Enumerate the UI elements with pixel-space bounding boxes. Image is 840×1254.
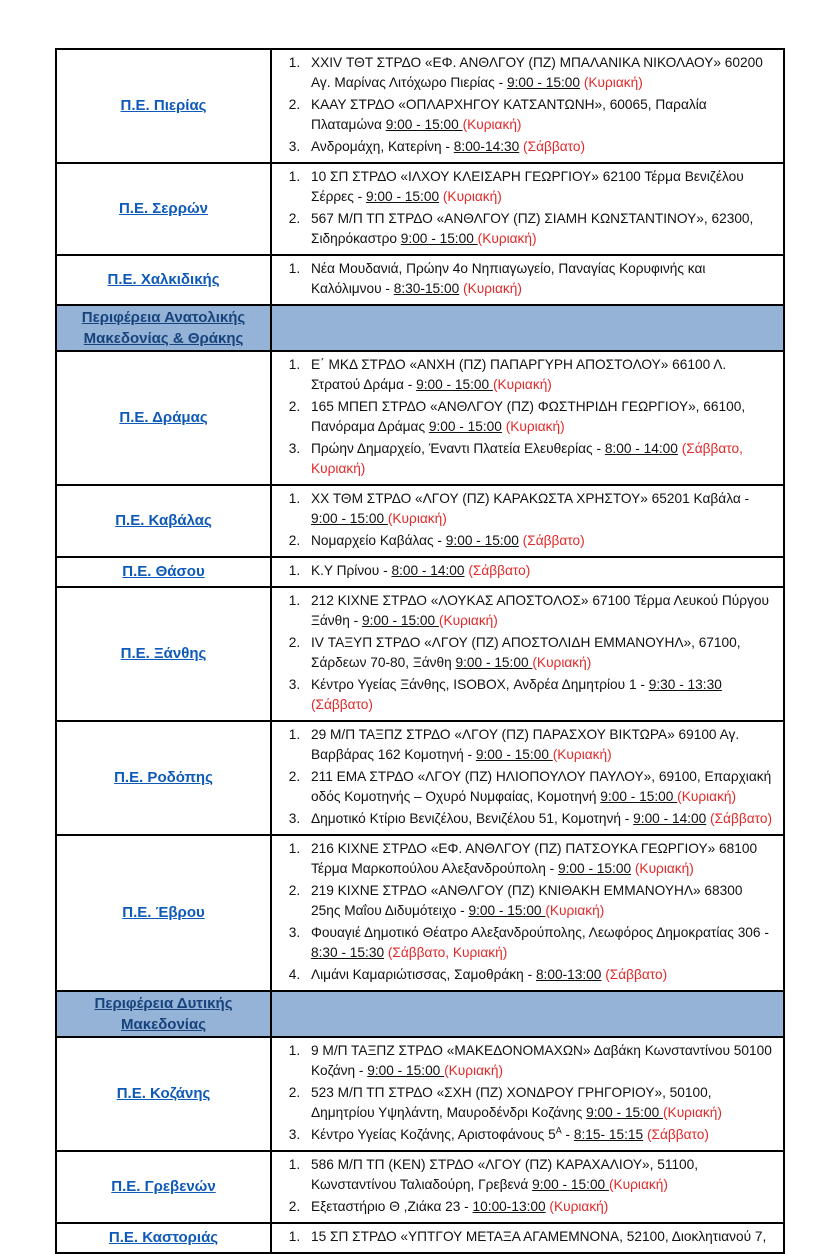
hours-text: 9:00 - 15:00 [455,655,533,670]
location-text: 567 Μ/Π ΤΠ ΣΤΡΔΟ «ΑΝΘΛΓΟΥ (ΠΖ) ΣΙΑΜΗ ΚΩΝΣΤΑΝΤΙΝΟΥ», 62300, Σιδηρόκαστρο [311,211,754,246]
location-item [304,965,775,985]
region-cell [56,1037,271,1151]
location-text: ΚΑΑΥ ΣΤΡΔΟ «ΟΠΛΑΡΧΗΓΟΥ ΚΑΤΣΑΝΤΩΝΗ», 60065, Παραλία Πλαταμώνα [311,97,707,132]
day-text: (Κυριακή) [549,1199,609,1214]
locations-cell [271,49,784,163]
locations-list [272,558,783,586]
region-link[interactable]: Π.Ε. Καστοριάς [108,1229,219,1246]
region-link[interactable]: Π.Ε. Δράμας [119,409,208,426]
hours-text: 8:30-15:00 [393,281,460,296]
location-item [304,209,775,249]
hours-text: 9:00 - 15:00 [600,789,678,804]
region-link[interactable]: Π.Ε. Πιερίας [120,97,207,114]
location-item [304,923,775,963]
location-text: 10 ΣΠ ΣΤΡΔΟ «ΙΛΧΟΥ ΚΛΕΙΣΑΡΗ ΓΕΩΡΓΙΟΥ» 62100 Τέρμα Βενιζέλου Σέρρες - [311,169,744,204]
regional-units-table-body [56,49,784,1253]
section-header-row [56,305,784,351]
hours-text: 9:00 - 15:00 [400,231,478,246]
location-text: Κέντρο Υγείας Κοζάνης, Αριστοφάνους 5 [311,1127,556,1142]
locations-list [272,1152,783,1222]
location-text: IV ΤΑΞΥΠ ΣΤΡΔΟ «ΛΓΟΥ (ΠΖ) ΑΠΟΣΤΟΛΙΔΗ ΕΜΜΑΝΟΥΗΛ», 67100, Σάρδεων 70-80, Ξάνθη [311,635,741,670]
hours-text: 9:00 - 15:00 [586,1105,663,1120]
region-link[interactable]: Π.Ε. Γρεβενών [111,1178,216,1195]
section-header-empty-cell [271,305,784,351]
day-text: (Κυριακή) [442,189,502,204]
location-item [304,259,775,299]
region-link[interactable]: Π.Ε. Χαλκιδικής [107,271,220,288]
table-row [56,721,784,835]
region-link[interactable]: Π.Ε. Κοζάνης [116,1085,211,1102]
location-item [304,137,775,157]
location-text: - [561,1127,574,1142]
location-item [304,397,775,437]
location-text: Νέα Μουδανιά, Πρώην 4ο Νηπιαγωγείο, Παναγίας Κορυφινής και Καλόλιμνου - [311,261,706,296]
day-text: (Κυριακή) [444,1063,504,1078]
section-header-label: Περιφέρεια Ανατολικής Μακεδονίας & Θράκης [81,309,246,347]
day-text: (Κυριακή) [492,377,552,392]
hours-text: 9:00 - 15:00 [428,419,502,434]
region-cell [56,163,271,255]
table-row [56,49,784,163]
day-text: (Σάββατο) [523,139,586,154]
region-cell [56,49,271,163]
hours-text: 9:00 - 15:00 [385,117,463,132]
location-text: XXIV ΤΘΤ ΣΤΡΔΟ «ΕΦ. ΑΝΘΛΓΟΥ (ΠΖ) ΜΠΑΛΑΝΙΚΑ ΝΙΚΟΛΑΟΥ» 60200 Αγ. Μαρίνας Λιτόχωρο Πιερίας - [311,55,763,90]
day-text: (Κυριακή) [608,1177,668,1192]
location-item [304,439,775,479]
hours-text: 9:00 - 14:00 [633,811,707,826]
table-row [56,587,784,721]
hours-text: 9:00 - 15:00 [311,511,388,526]
location-text: Ανδρομάχη, Κατερίνη - [311,139,454,154]
location-item [304,95,775,135]
region-link[interactable]: Π.Ε. Σερρών [118,200,209,217]
location-text: 15 ΣΠ ΣΤΡΔΟ «ΥΠΤΓΟΥ ΜΕΤΑΞΑ ΑΓΑΜΕΜΝΟΝΑ, 52100, Διοκλητιανού 7, [311,1229,767,1244]
locations-cell [271,835,784,991]
day-text: (Κυριακή) [505,419,565,434]
location-text: Φουαγιέ Δημοτικό Θέατρο Αλεξανδρούπολης, Λεωφόρος Δημοκρατίας 306 - [311,925,769,940]
hours-text: 9:00 - 15:00 [558,861,632,876]
locations-list [272,722,783,834]
region-cell [56,721,271,835]
hours-text: 9:00 - 15:00 [532,1177,609,1192]
locations-list [272,256,783,304]
hours-text: 9:30 - 13:30 [648,677,722,692]
location-text: Κέντρο Υγείας Ξάνθης, ISOBOX, Ανδρέα Δημητρίου 1 - [311,677,649,692]
day-text: (Κυριακή) [634,861,694,876]
location-text: Ε΄ ΜΚΔ ΣΤΡΔΟ «ΑΝΧΗ (ΠΖ) ΠΑΠΑΡΓΥΡΗ ΑΠΟΣΤΟΛΟΥ» 66100 Λ. Στρατού Δράμα - [311,357,727,392]
day-text: (Κυριακή) [438,613,498,628]
section-header-cell [56,991,271,1037]
day-text: (Σάββατο, Κυριακή) [311,441,743,476]
location-text: 216 ΚΙΧΝΕ ΣΤΡΔΟ «ΕΦ. ΑΝΘΛΓΟΥ (ΠΖ) ΠΑΤΣΟΥΚΑ ΓΕΩΡΓΙΟΥ» 68100 Τέρμα Μαρκοπούλου Αλεξανδρούπολη - [311,841,758,876]
locations-list [272,352,783,484]
hours-text: 9:00 - 15:00 [416,377,493,392]
hours-text: 9:00 - 15:00 [506,75,581,90]
locations-cell [271,351,784,485]
location-text: Κ.Υ Πρίνου - [311,563,392,578]
table-row [56,485,784,557]
day-text: (Κυριακή) [463,281,522,296]
region-cell [56,485,271,557]
day-text: (Σάββατο) [311,697,373,712]
locations-cell [271,1037,784,1151]
location-text: 586 Μ/Π ΤΠ (ΚΕΝ) ΣΤΡΔΟ «ΛΓΟΥ (ΠΖ) ΚΑΡΑΧΑΛΙΟΥ», 51100, Κωνσταντίνου Ταλιαδούρη, Γρεβενά [311,1157,699,1192]
region-link[interactable]: Π.Ε. Θάσου [122,563,205,580]
location-item [304,1083,775,1123]
locations-list [272,486,783,556]
hours-text: 8:15- 15:15 [573,1127,644,1142]
day-text: (Κυριακή) [477,231,537,246]
section-header-label: Περιφέρεια Δυτικής Μακεδονίας [94,995,233,1033]
table-row [56,1223,784,1253]
day-text: (Σάββατο) [710,811,773,826]
location-text: Λιμάνι Καμαριώτισσας, Σαμοθράκη - [311,967,536,982]
table-row [56,255,784,305]
table-row [56,835,784,991]
location-item [304,167,775,207]
locations-cell [271,163,784,255]
day-text: (Κυριακή) [462,117,522,132]
region-cell [56,255,271,305]
day-text: (Κυριακή) [677,789,737,804]
location-item [304,633,775,673]
region-cell [56,1151,271,1223]
region-cell [56,587,271,721]
hours-text: 9:00 - 15:00 [445,533,519,548]
table-row [56,557,784,587]
day-text: (Σάββατο) [522,533,585,548]
location-item [304,561,775,581]
locations-list [272,164,783,254]
hours-text: 9:00 - 15:00 [362,613,439,628]
table-row [56,163,784,255]
location-item [304,591,775,631]
superscript-text: Α [555,1125,562,1136]
location-text: 219 ΚΙΧΝΕ ΣΤΡΔΟ «ΑΝΘΛΓΟΥ (ΠΖ) ΚΝΙΘΑΚΗ ΕΜΜΑΝΟΥΗΛ» 68300 25ης Μαΐου Διδυμότειχο - [311,883,743,918]
location-text: Νομαρχείο Καβάλας - [311,533,446,548]
section-header-row [56,991,784,1037]
day-text: (Σάββατο, Κυριακή) [387,945,508,960]
locations-list [272,1224,783,1252]
table-row [56,1037,784,1151]
locations-cell [271,557,784,587]
day-text: (Σάββατο) [605,967,668,982]
locations-list [272,836,783,990]
hours-text: 8:00-14:30 [453,139,520,154]
locations-cell [271,485,784,557]
locations-list [272,1038,783,1150]
location-text: Εξεταστήριο Θ ,Ζιάκα 23 - [311,1199,473,1214]
location-item [304,767,775,807]
day-text: (Κυριακή) [532,655,592,670]
hours-text: 9:00 - 15:00 [475,747,553,762]
location-item [304,675,775,715]
locations-list [272,50,783,162]
hours-text: 8:00 - 14:00 [604,441,678,456]
location-text: 9 Μ/Π ΤΑΞΠΖ ΣΤΡΔΟ «ΜΑΚΕΔΟΝΟΜΑΧΩΝ» Δαβάκη Κωνσταντίνου 50100 Κοζάνη - [311,1043,772,1078]
location-item [304,809,775,829]
hours-text: 10:00-13:00 [472,1199,546,1214]
regional-units-table [55,48,785,1254]
location-item [304,53,775,93]
day-text: (Κυριακή) [663,1105,722,1120]
location-text: 29 Μ/Π ΤΑΞΠΖ ΣΤΡΔΟ «ΛΓΟΥ (ΠΖ) ΠΑΡΑΣΧΟΥ ΒΙΚΤΩΡΑ» 69100 Αγ. Βαρβάρας 162 Κομοτηνή - [311,727,740,762]
location-text: 212 ΚΙΧΝΕ ΣΤΡΔΟ «ΛΟΥΚΑΣ ΑΠΟΣΤΟΛΟΣ» 67100 Τέρμα Λευκού Πύργου Ξάνθη - [311,593,769,628]
locations-cell [271,721,784,835]
hours-text: 9:00 - 15:00 [367,1063,445,1078]
region-cell [56,557,271,587]
location-item [304,725,775,765]
table-row [56,351,784,485]
day-text: (Κυριακή) [552,747,612,762]
location-item [304,1155,775,1195]
location-text: Πρώην Δημαρχείο, Έναντι Πλατεία Ελευθερίας - [311,441,605,456]
day-text: (Κυριακή) [583,75,643,90]
table-row [56,1151,784,1223]
location-text: ΧΧ ΤΘΜ ΣΤΡΔΟ «ΛΓΟΥ (ΠΖ) ΚΑΡΑΚΩΣΤΑ ΧΡΗΣΤΟΥ» 65201 Καβάλα - [311,491,750,506]
region-cell [56,351,271,485]
location-text: 165 ΜΠΕΠ ΣΤΡΔΟ «ΑΝΘΛΓΟΥ (ΠΖ) ΦΩΣΤΗΡΙΔΗ ΓΕΩΡΓΙΟΥ», 66100, Πανόραμα Δράμας [311,399,746,434]
location-item [304,1197,775,1217]
locations-cell [271,1223,784,1253]
section-header-empty-cell [271,991,784,1037]
locations-cell [271,587,784,721]
day-text: (Σάββατο) [646,1127,709,1142]
hours-text: 9:00 - 15:00 [468,903,546,918]
region-link[interactable]: Π.Ε. Ξάνθης [120,645,207,662]
day-text: (Κυριακή) [545,903,605,918]
region-link[interactable]: Π.Ε. Ροδόπης [114,769,213,786]
day-text: (Κυριακή) [387,511,447,526]
hours-text: 8:30 - 15:30 [311,945,385,960]
location-item [304,881,775,921]
location-item [304,839,775,879]
location-item [304,1125,775,1145]
hours-text: 8:00-13:00 [535,967,602,982]
location-item [304,355,775,395]
hours-text: 9:00 - 15:00 [366,189,440,204]
location-item [304,1227,775,1247]
day-text: (Σάββατο) [468,563,531,578]
location-item [304,531,775,551]
location-text: Δημοτικό Κτίριο Βενιζέλου, Βενιζέλου 51, Κομοτηνή - [311,811,634,826]
location-text: 523 Μ/Π ΤΠ ΣΤΡΔΟ «ΣΧΗ (ΠΖ) ΧΟΝΔΡΟΥ ΓΡΗΓΟΡΙΟΥ», 50100, Δημητρίου Υψηλάντη, Μαυροδένδρι Κοζάνης [311,1085,712,1120]
location-item [304,1041,775,1081]
location-item [304,489,775,529]
region-cell [56,835,271,991]
section-header-cell [56,305,271,351]
location-text: 211 ΕΜΑ ΣΤΡΔΟ «ΛΓΟΥ (ΠΖ) ΗΛΙΟΠΟΥΛΟΥ ΠΑΥΛΟΥ», 69100, Επαρχιακή οδός Κομοτηνής – Οχυρό Νυμφαίας, Κομοτηνή [311,769,772,804]
hours-text: 8:00 - 14:00 [391,563,465,578]
locations-cell [271,255,784,305]
locations-list [272,588,783,720]
region-link[interactable]: Π.Ε. Έβρου [122,904,205,921]
region-link[interactable]: Π.Ε. Καβάλας [115,512,212,529]
locations-cell [271,1151,784,1223]
region-cell [56,1223,271,1253]
